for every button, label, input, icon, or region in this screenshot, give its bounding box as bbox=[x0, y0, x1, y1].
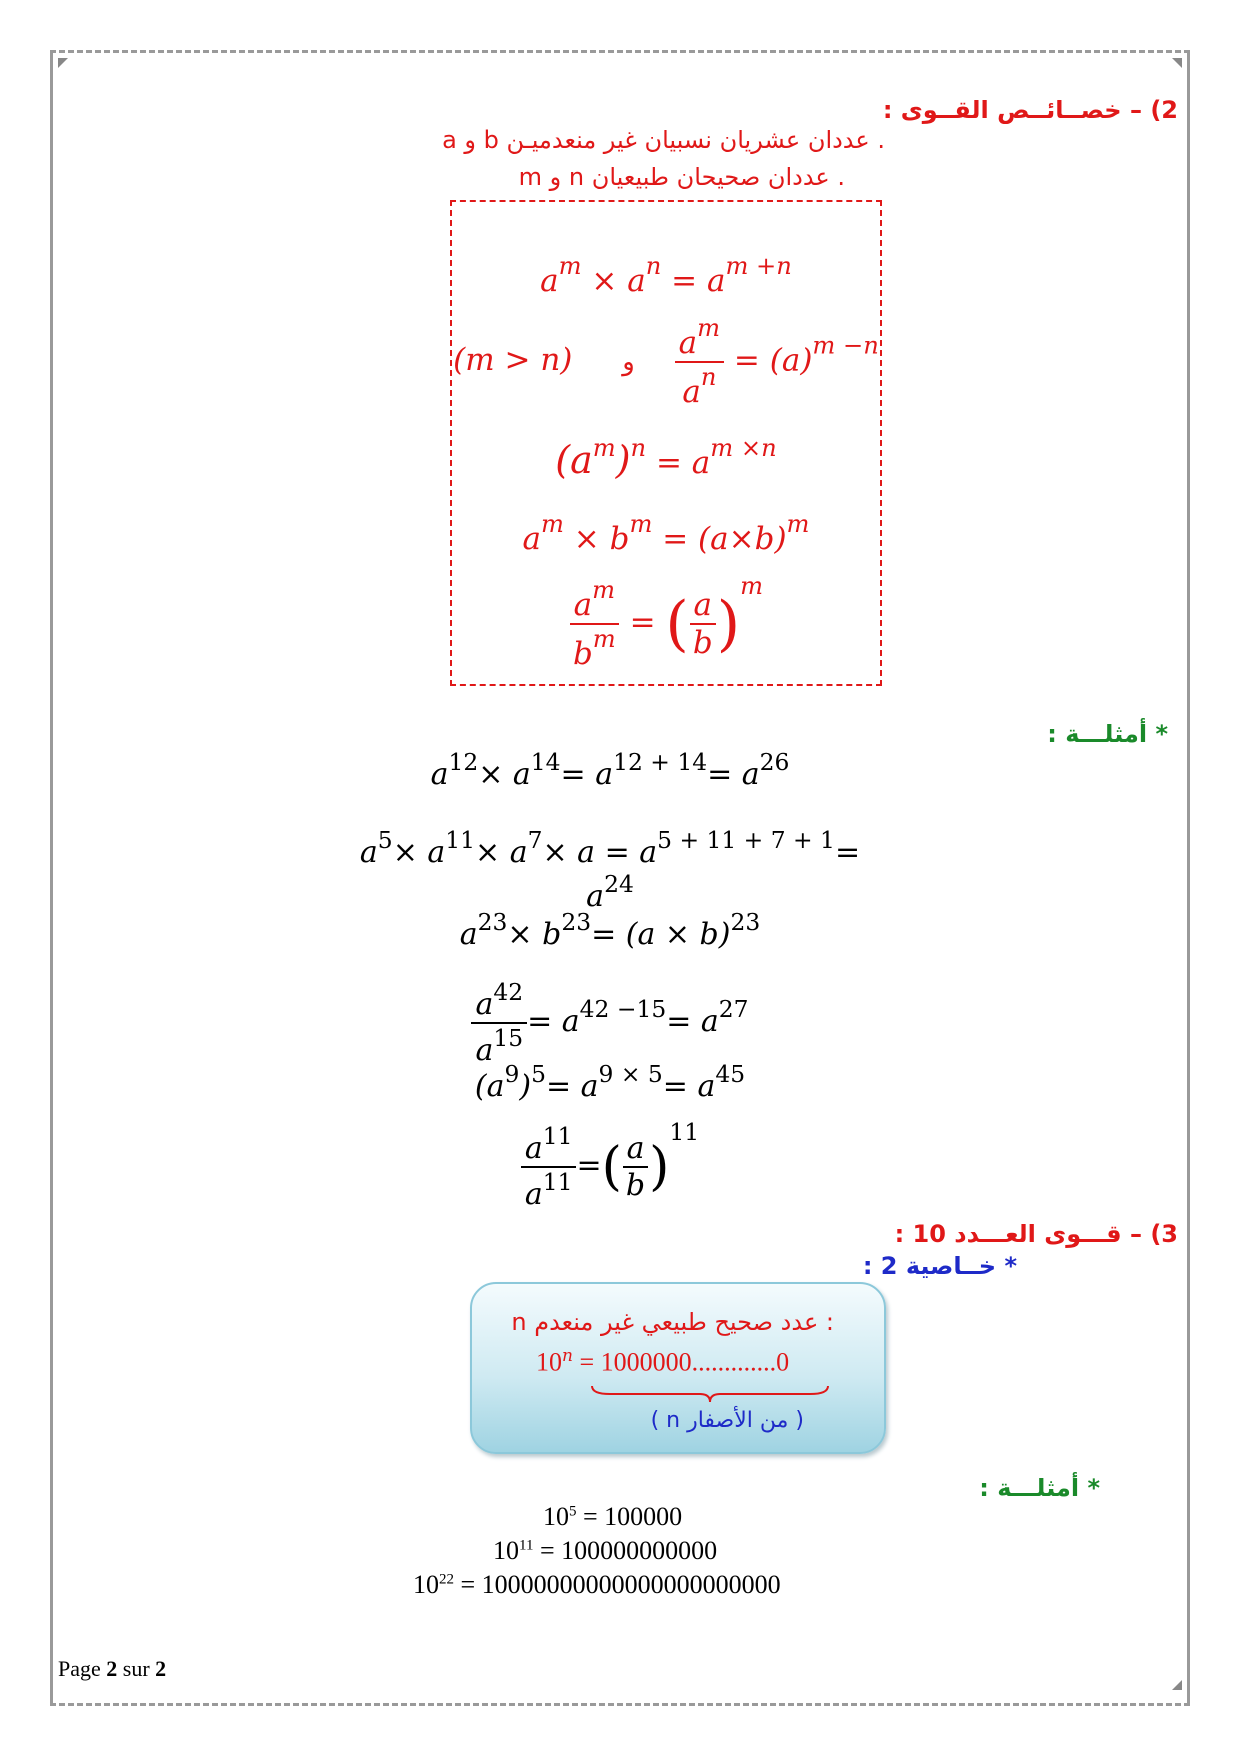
formula-quotient-same-exp: $\frac{a^m}{b^m}$ = ( $\frac{a}{b}$ )$^m$ bbox=[452, 572, 880, 672]
section2-line1: a و b عددان عشريان نسبيان غير منعدميـن . bbox=[442, 126, 885, 154]
power-example-1: $10^5 = 100000$ bbox=[543, 1502, 683, 1531]
formula-product: $a^m \times a^n = a^{m +n}$ bbox=[540, 252, 792, 299]
frame-corner-top-left bbox=[58, 58, 68, 68]
section2-line2: m و n عددان صحيحان طبيعيان . bbox=[518, 163, 845, 191]
page-footer: Page 2 sur 2 bbox=[58, 1656, 167, 1681]
box-note: ( n من الأصفار ) bbox=[650, 1408, 804, 1433]
section2-heading: 2) – خصــائــص القــوى : bbox=[882, 96, 1178, 124]
frame-corner-top-right bbox=[1172, 58, 1182, 68]
box-formula: 10$^n$ = 1000000.............0 bbox=[536, 1346, 790, 1377]
properties-box bbox=[450, 200, 882, 686]
frame-corner-bottom-right bbox=[1172, 1680, 1182, 1690]
example-multi-product: $a^5\times a^{11}\times a^7\times a = a^{5 + 11 + 7 + 1}= a^{24}$ bbox=[359, 826, 861, 915]
examples-heading: * أمثلـــة : bbox=[1047, 720, 1168, 748]
example-product: $a^{12}\times a^{14}= a^{12 + 14}= a^{26}$ bbox=[430, 748, 790, 793]
section3-heading: 3) – قـــوى العـــدد 10 : bbox=[894, 1220, 1178, 1248]
examples2-heading: * أمثلـــة : bbox=[979, 1474, 1100, 1502]
formula-quotient: (m > n) و $\frac{a^m}{a^n}$ = $(a)^{m -n}$ bbox=[453, 314, 879, 410]
example-same-exponent: $a^{23}\times b^{23}= (a \times b)^{23}$ bbox=[459, 908, 761, 953]
box-line1: n عدد صحيح طبيعي غير منعدم : bbox=[511, 1308, 834, 1336]
formula-power-of-power: $(a^m)^n = a^{m \times n}$ bbox=[555, 434, 777, 482]
power-example-2: $10^{11} = 100000000000$ bbox=[493, 1536, 718, 1565]
power-example-3: $10^{22} = 10000000000000000000000$ bbox=[413, 1570, 781, 1599]
example-quotient-power: $\frac{a^{11}}{a^{11}}$ =( $\frac{a}{b}$ )$^{11}$ bbox=[380, 1118, 840, 1212]
powers-of-ten-box bbox=[470, 1282, 886, 1454]
underbrace-icon bbox=[590, 1384, 830, 1404]
example-quotient: $\frac{a^{42}}{a^{15}}$ = $a^{42 -15}= a^{27}$ bbox=[380, 978, 840, 1068]
example-power-of-power: $(a^9)^5= a^{9 \times 5}= a^{45}$ bbox=[474, 1060, 746, 1105]
formula-product-same-exp: $a^m \times b^m = (a\times b)^m$ bbox=[522, 510, 810, 557]
property-label: * خــاصية 2 : bbox=[862, 1252, 1017, 1280]
